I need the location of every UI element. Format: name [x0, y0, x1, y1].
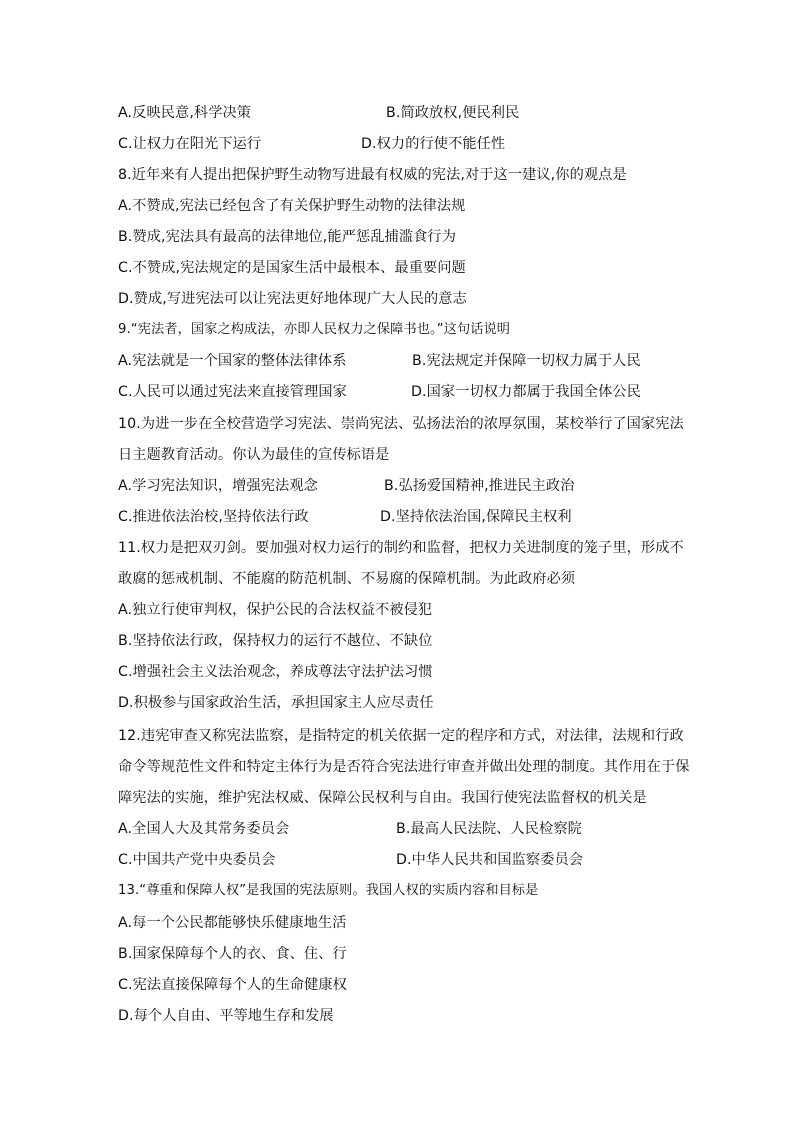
q11-option-d: D.积极参与国家政治生活，承担国家主人应尽责任 [118, 695, 434, 711]
q13-option-c: C.宪法直接保障每个人的生命健康权 [118, 977, 347, 993]
q10-stem-line-2: 日主题教育活动。你认为最佳的宣传标语是 [118, 447, 390, 463]
q11-option-a: A.独立行使审判权，保护公民的合法权益不被侵犯 [118, 602, 433, 618]
q11-option-c: C.增强社会主义法治观念，养成尊法守法护法习惯 [118, 664, 433, 680]
q11-stem-line-1: 11.权力是把双刃剑。要加强对权力运行的制约和监督，把权力关进制度的笼子里，形成不 [118, 540, 684, 556]
q9-option-b: B.宪法规定并保障一切权力属于人民 [412, 353, 641, 369]
q7-option-c: C.让权力在阳光下运行 [118, 136, 262, 152]
q9-stem: 9.“宪法者，国家之构成法，亦即人民权力之保障书也。”这句话说明 [118, 322, 511, 337]
q8-option-b: B.赞成,宪法具有最高的法律地位,能严惩乱捕滥食行为 [118, 229, 456, 245]
q10-option-d: D.坚持依法治国,保障民主权利 [380, 509, 572, 525]
q7-option-b: B.简政放权,便民利民 [386, 105, 520, 121]
q13-option-b: B.国家保障每个人的衣、食、住、行 [118, 946, 347, 962]
q9-option-c: C.人民可以通过宪法来直接管理国家 [118, 384, 347, 400]
q10-option-a: A.学习宪法知识，增强宪法观念 [118, 478, 318, 494]
q12-stem-line-3: 障宪法的实施，维护宪法权威、保障公民权利与自由。我国行使宪法监督权的机关是 [118, 790, 647, 806]
q13-option-a: A.每一个公民都能够快乐健康地生活 [118, 915, 347, 931]
q9-option-d: D.国家一切权力都属于我国全体公民 [411, 384, 641, 400]
q12-option-c: C.中国共产党中央委员会 [118, 852, 276, 868]
q13-stem: 13.“尊重和保障人权”是我国的宪法原则。我国人权的实质内容和目标是 [118, 883, 539, 898]
q10-stem-line-1: 10.为进一步在全校营造学习宪法、崇尚宪法、弘扬法治的浓厚氛围，某校举行了国家宪法 [118, 416, 684, 432]
q13-option-d: D.每个人自由、平等地生存和发展 [118, 1008, 334, 1024]
q8-stem: 8.近年来有人提出把保护野生动物写进最有权威的宪法,对于这一建议,你的观点是 [118, 167, 627, 183]
q8-option-a: A.不赞成,宪法已经包含了有关保护野生动物的法律法规 [118, 198, 466, 214]
q8-option-d: D.赞成,写进宪法可以让宪法更好地体现广大人民的意志 [118, 291, 467, 307]
q11-option-b: B.坚持依法行政，保持权力的运行不越位、不缺位 [118, 633, 433, 649]
q10-option-b: B.弘扬爱国精神,推进民主政治 [384, 478, 575, 494]
q11-stem-line-2: 敢腐的惩戒机制、不能腐的防范机制、不易腐的保障机制。为此政府必须 [118, 571, 576, 587]
q7-option-d: D.权力的行使不能任性 [361, 136, 506, 152]
q12-option-b: B.最高人民法院、人民检察院 [396, 821, 582, 837]
q12-stem-line-2: 命令等规范性文件和特定主体行为是否符合宪法进行审查并做出处理的制度。其作用在于保 [118, 759, 690, 775]
q10-option-c: C.推进依法治校,坚持依法行政 [118, 509, 309, 525]
q7-option-a: A.反映民意,科学决策 [118, 105, 252, 121]
q12-stem-line-1: 12.违宪审查又称宪法监察，是指特定的机关依据一定的程序和方式，对法律，法规和行政 [118, 728, 684, 744]
q8-option-c: C.不赞成,宪法规定的是国家生活中最根本、最重要问题 [118, 260, 466, 276]
q12-option-d: D.中华人民共和国监察委员会 [396, 852, 584, 868]
q9-option-a: A.宪法就是一个国家的整体法律体系 [118, 353, 347, 369]
q12-option-a: A.全国人大及其常务委员会 [118, 821, 290, 837]
